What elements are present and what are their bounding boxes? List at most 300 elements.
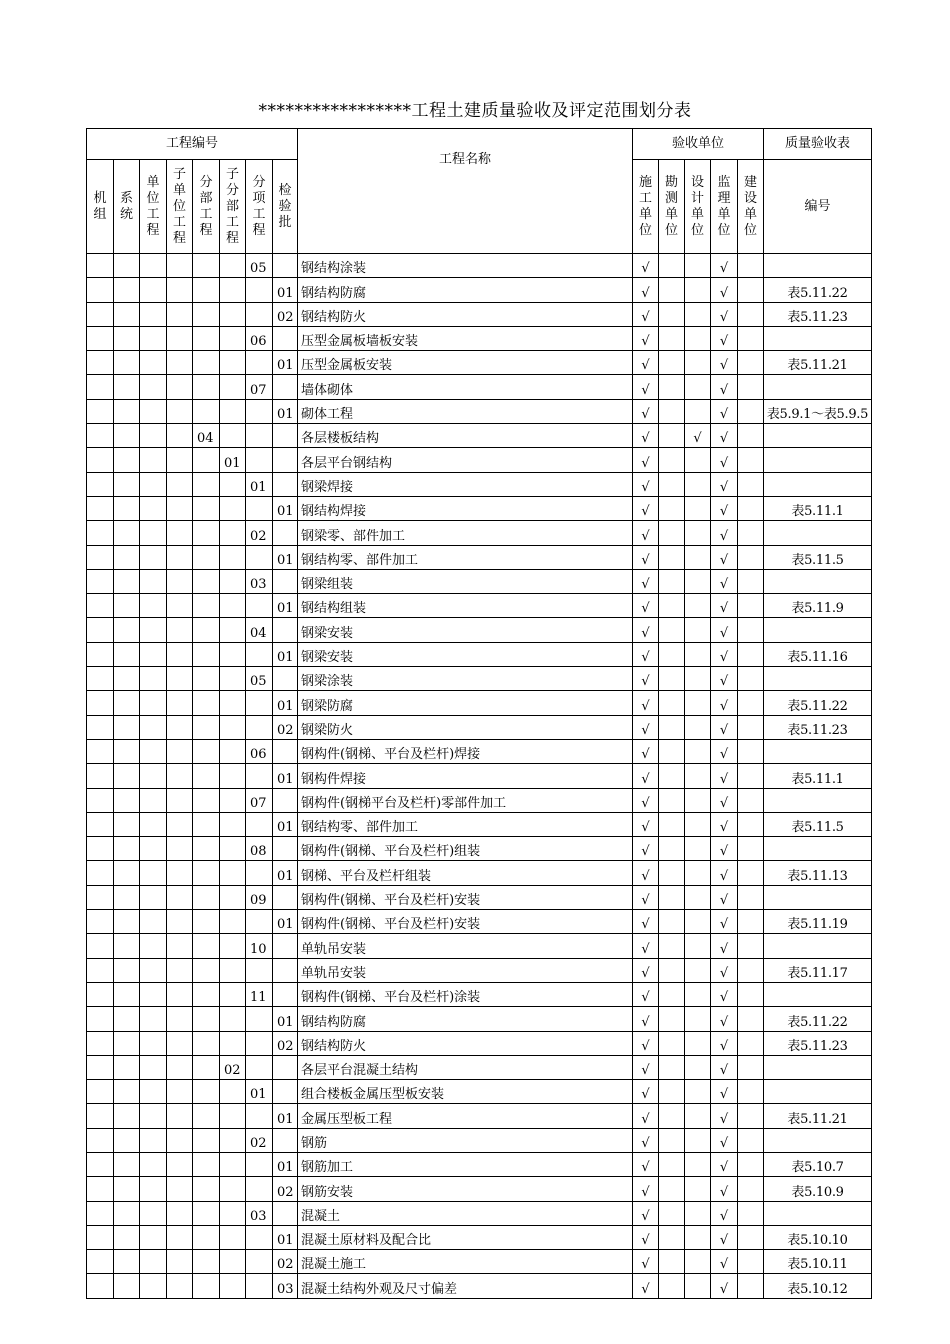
cell-division-no [193, 885, 220, 909]
header-unit-survey: 勘测单位 [659, 160, 685, 254]
cell-lot-no: 01 [273, 861, 298, 885]
cell-check-supervision: √ [711, 764, 738, 788]
cell-unit-group [87, 254, 114, 278]
cell-sub-unit-project [167, 472, 193, 496]
cell-item-no [246, 1007, 273, 1031]
header-unit-owner: 建设单位 [738, 160, 764, 254]
cell-division-no [193, 1274, 220, 1298]
cell-system [114, 1225, 140, 1249]
cell-item-no: 01 [246, 1080, 273, 1104]
cell-lot-no [273, 934, 298, 958]
table-row [87, 1080, 872, 1104]
cell-unit-project [140, 1225, 167, 1249]
cell-system [114, 1080, 140, 1104]
cell-sub-unit-project [167, 594, 193, 618]
cell-project-name: 砌体工程 [298, 399, 633, 423]
cell-unit-project [140, 739, 167, 763]
cell-division-no [193, 934, 220, 958]
cell-check-supervision: √ [711, 1080, 738, 1104]
cell-unit-group [87, 982, 114, 1006]
cell-check-survey [659, 642, 685, 666]
cell-project-name: 钢构件(钢梯、平台及栏杆)安装 [298, 885, 633, 909]
cell-sub-unit-project [167, 1250, 193, 1274]
cell-unit-group [87, 1031, 114, 1055]
cell-check-design [685, 618, 711, 642]
cell-check-construction: √ [633, 496, 659, 520]
cell-unit-project [140, 861, 167, 885]
cell-check-construction: √ [633, 399, 659, 423]
header-col-inspection-lot: 检验批 [273, 160, 298, 254]
cell-check-construction: √ [633, 1177, 659, 1201]
cell-check-survey [659, 424, 685, 448]
cell-unit-project [140, 934, 167, 958]
cell-division-no [193, 618, 220, 642]
cell-check-construction: √ [633, 812, 659, 836]
cell-check-survey [659, 788, 685, 812]
cell-lot-no: 02 [273, 1250, 298, 1274]
cell-check-construction: √ [633, 1128, 659, 1152]
cell-unit-project [140, 496, 167, 520]
cell-sub-unit-project [167, 1007, 193, 1031]
cell-check-survey [659, 254, 685, 278]
cell-division-no [193, 545, 220, 569]
cell-unit-project [140, 885, 167, 909]
cell-unit-project [140, 278, 167, 302]
cell-check-supervision: √ [711, 1201, 738, 1225]
cell-item-no [246, 691, 273, 715]
cell-division-no [193, 351, 220, 375]
cell-system [114, 861, 140, 885]
cell-form-no [764, 1055, 872, 1079]
table-row [87, 1152, 872, 1176]
cell-check-supervision: √ [711, 594, 738, 618]
cell-form-no: 表5.10.11 [764, 1250, 872, 1274]
cell-item-no: 02 [246, 521, 273, 545]
cell-lot-no [273, 885, 298, 909]
cell-form-no: 表5.11.5 [764, 812, 872, 836]
cell-form-no: 表5.11.1 [764, 496, 872, 520]
cell-division-no [193, 1080, 220, 1104]
cell-check-survey [659, 375, 685, 399]
cell-item-no [246, 910, 273, 934]
cell-unit-project [140, 764, 167, 788]
cell-check-supervision: √ [711, 934, 738, 958]
cell-system [114, 1177, 140, 1201]
cell-item-no [246, 545, 273, 569]
cell-division-no [193, 837, 220, 861]
cell-check-owner [738, 472, 764, 496]
cell-check-supervision: √ [711, 1055, 738, 1079]
cell-check-design [685, 448, 711, 472]
cell-system [114, 326, 140, 350]
cell-system [114, 1201, 140, 1225]
cell-division-no [193, 982, 220, 1006]
cell-sub-unit-project [167, 837, 193, 861]
cell-check-construction: √ [633, 642, 659, 666]
cell-unit-project [140, 448, 167, 472]
cell-sub-division-no [220, 788, 246, 812]
cell-unit-group [87, 302, 114, 326]
cell-form-no: 表5.10.12 [764, 1274, 872, 1298]
cell-check-supervision: √ [711, 982, 738, 1006]
cell-check-survey [659, 958, 685, 982]
cell-sub-division-no [220, 958, 246, 982]
cell-division-no [193, 1225, 220, 1249]
cell-unit-project [140, 1177, 167, 1201]
cell-check-design [685, 1031, 711, 1055]
cell-form-no: 表5.11.23 [764, 1031, 872, 1055]
cell-unit-project [140, 254, 167, 278]
cell-sub-unit-project [167, 715, 193, 739]
cell-check-survey [659, 764, 685, 788]
cell-check-owner [738, 764, 764, 788]
cell-check-owner [738, 1128, 764, 1152]
cell-system [114, 1128, 140, 1152]
cell-item-no [246, 1152, 273, 1176]
cell-project-name: 钢结构防火 [298, 302, 633, 326]
cell-check-design [685, 764, 711, 788]
cell-check-survey [659, 1274, 685, 1298]
cell-form-no [764, 1080, 872, 1104]
cell-check-construction: √ [633, 982, 659, 1006]
cell-project-name: 钢构件(钢梯、平台及栏杆)涂装 [298, 982, 633, 1006]
cell-division-no [193, 739, 220, 763]
table-row [87, 496, 872, 520]
cell-sub-division-no [220, 812, 246, 836]
table-row [87, 739, 872, 763]
cell-item-no [246, 1031, 273, 1055]
cell-check-construction: √ [633, 326, 659, 350]
cell-sub-division-no [220, 424, 246, 448]
cell-item-no [246, 496, 273, 520]
cell-lot-no: 01 [273, 496, 298, 520]
cell-check-supervision: √ [711, 448, 738, 472]
cell-sub-unit-project [167, 302, 193, 326]
cell-project-name: 各层楼板结构 [298, 424, 633, 448]
cell-check-survey [659, 837, 685, 861]
cell-check-construction: √ [633, 691, 659, 715]
cell-sub-unit-project [167, 1201, 193, 1225]
header-col-system: 系统 [114, 160, 140, 254]
cell-check-supervision: √ [711, 521, 738, 545]
cell-project-name: 单轨吊安装 [298, 934, 633, 958]
cell-sub-unit-project [167, 958, 193, 982]
cell-unit-group [87, 837, 114, 861]
cell-sub-unit-project [167, 739, 193, 763]
cell-lot-no: 01 [273, 1007, 298, 1031]
cell-system [114, 764, 140, 788]
cell-unit-group [87, 715, 114, 739]
cell-check-owner [738, 958, 764, 982]
table-row [87, 691, 872, 715]
cell-form-no [764, 667, 872, 691]
cell-sub-unit-project [167, 982, 193, 1006]
cell-unit-group [87, 642, 114, 666]
cell-item-no [246, 399, 273, 423]
cell-item-no: 05 [246, 667, 273, 691]
cell-check-owner [738, 1274, 764, 1298]
cell-unit-project [140, 910, 167, 934]
cell-system [114, 885, 140, 909]
cell-division-no [193, 448, 220, 472]
cell-division-no [193, 1250, 220, 1274]
cell-project-name: 钢构件(钢梯、平台及栏杆)安装 [298, 910, 633, 934]
cell-check-design [685, 934, 711, 958]
cell-division-no [193, 1031, 220, 1055]
cell-division-no [193, 667, 220, 691]
cell-check-supervision: √ [711, 351, 738, 375]
cell-check-survey [659, 569, 685, 593]
header-col-sub-unit-project: 子单位工程 [167, 160, 193, 254]
cell-form-no [764, 254, 872, 278]
cell-check-construction: √ [633, 1201, 659, 1225]
cell-sub-division-no [220, 934, 246, 958]
cell-sub-unit-project [167, 885, 193, 909]
cell-sub-division-no [220, 667, 246, 691]
cell-check-construction: √ [633, 958, 659, 982]
cell-check-construction: √ [633, 545, 659, 569]
cell-unit-project [140, 788, 167, 812]
cell-check-supervision: √ [711, 910, 738, 934]
cell-check-owner [738, 399, 764, 423]
cell-item-no [246, 1225, 273, 1249]
cell-check-supervision: √ [711, 326, 738, 350]
cell-form-no: 表5.9.1～表5.9.5 [764, 399, 872, 423]
cell-item-no: 04 [246, 618, 273, 642]
cell-item-no [246, 1104, 273, 1128]
table-row [87, 1274, 872, 1298]
cell-form-no: 表5.11.19 [764, 910, 872, 934]
cell-sub-division-no [220, 1080, 246, 1104]
cell-lot-no: 03 [273, 1274, 298, 1298]
cell-check-design [685, 326, 711, 350]
cell-unit-group [87, 351, 114, 375]
cell-sub-unit-project [167, 691, 193, 715]
cell-unit-group [87, 1007, 114, 1031]
cell-item-no [246, 958, 273, 982]
cell-unit-group [87, 278, 114, 302]
cell-lot-no: 01 [273, 642, 298, 666]
table-row [87, 521, 872, 545]
table-row [87, 837, 872, 861]
cell-division-no [193, 910, 220, 934]
cell-project-name: 钢结构涂装 [298, 254, 633, 278]
cell-check-survey [659, 594, 685, 618]
cell-project-name: 钢构件(钢梯、平台及栏杆)组装 [298, 837, 633, 861]
cell-unit-project [140, 1128, 167, 1152]
cell-sub-division-no [220, 837, 246, 861]
cell-unit-project [140, 424, 167, 448]
cell-system [114, 642, 140, 666]
cell-item-no: 02 [246, 1128, 273, 1152]
cell-sub-division-no [220, 885, 246, 909]
cell-system [114, 545, 140, 569]
cell-sub-division-no: 01 [220, 448, 246, 472]
cell-check-supervision: √ [711, 885, 738, 909]
cell-item-no: 01 [246, 472, 273, 496]
cell-check-construction: √ [633, 910, 659, 934]
cell-check-supervision: √ [711, 1007, 738, 1031]
cell-unit-project [140, 521, 167, 545]
cell-sub-division-no: 02 [220, 1055, 246, 1079]
cell-check-construction: √ [633, 302, 659, 326]
cell-check-owner [738, 812, 764, 836]
cell-check-supervision: √ [711, 861, 738, 885]
cell-project-name: 钢梁涂装 [298, 667, 633, 691]
cell-project-name: 钢结构防火 [298, 1031, 633, 1055]
cell-check-survey [659, 326, 685, 350]
cell-sub-division-no [220, 1225, 246, 1249]
cell-sub-division-no [220, 1177, 246, 1201]
cell-check-design [685, 837, 711, 861]
cell-project-name: 钢构件焊接 [298, 764, 633, 788]
cell-sub-division-no [220, 1104, 246, 1128]
cell-sub-division-no [220, 326, 246, 350]
cell-lot-no: 01 [273, 1152, 298, 1176]
cell-check-construction: √ [633, 934, 659, 958]
table-row [87, 326, 872, 350]
cell-project-name: 钢筋加工 [298, 1152, 633, 1176]
cell-check-owner [738, 302, 764, 326]
cell-unit-project [140, 812, 167, 836]
cell-system [114, 448, 140, 472]
cell-check-owner [738, 545, 764, 569]
cell-check-design [685, 302, 711, 326]
cell-lot-no [273, 254, 298, 278]
cell-item-no: 10 [246, 934, 273, 958]
cell-division-no [193, 594, 220, 618]
cell-unit-project [140, 326, 167, 350]
cell-item-no [246, 715, 273, 739]
cell-check-supervision: √ [711, 545, 738, 569]
cell-item-no [246, 764, 273, 788]
cell-sub-unit-project [167, 1225, 193, 1249]
header-col-item: 分项工程 [246, 160, 273, 254]
cell-check-survey [659, 448, 685, 472]
cell-unit-project [140, 837, 167, 861]
cell-check-owner [738, 837, 764, 861]
cell-lot-no [273, 375, 298, 399]
table-row [87, 642, 872, 666]
cell-check-owner [738, 1177, 764, 1201]
cell-sub-unit-project [167, 424, 193, 448]
cell-check-design [685, 667, 711, 691]
cell-sub-division-no [220, 764, 246, 788]
cell-project-name: 压型金属板安装 [298, 351, 633, 375]
cell-check-survey [659, 1080, 685, 1104]
cell-unit-project [140, 399, 167, 423]
cell-check-design [685, 399, 711, 423]
cell-check-design: √ [685, 424, 711, 448]
cell-unit-project [140, 545, 167, 569]
cell-item-no: 07 [246, 375, 273, 399]
cell-division-no [193, 472, 220, 496]
cell-system [114, 958, 140, 982]
table-row [87, 302, 872, 326]
cell-division-no [193, 326, 220, 350]
cell-unit-project [140, 715, 167, 739]
cell-check-survey [659, 982, 685, 1006]
cell-division-no [193, 861, 220, 885]
cell-check-supervision: √ [711, 618, 738, 642]
cell-unit-group [87, 1250, 114, 1274]
cell-check-construction: √ [633, 1250, 659, 1274]
cell-item-no: 06 [246, 739, 273, 763]
cell-item-no: 03 [246, 1201, 273, 1225]
cell-check-construction: √ [633, 618, 659, 642]
cell-form-no: 表5.10.7 [764, 1152, 872, 1176]
cell-form-no: 表5.11.22 [764, 691, 872, 715]
cell-project-name: 钢筋安装 [298, 1177, 633, 1201]
cell-check-supervision: √ [711, 837, 738, 861]
cell-project-name: 钢结构零、部件加工 [298, 545, 633, 569]
cell-check-survey [659, 521, 685, 545]
cell-project-name: 钢结构焊接 [298, 496, 633, 520]
cell-check-supervision: √ [711, 302, 738, 326]
cell-project-name: 钢梁安装 [298, 642, 633, 666]
cell-sub-unit-project [167, 375, 193, 399]
cell-sub-unit-project [167, 1128, 193, 1152]
cell-lot-no [273, 788, 298, 812]
cell-check-survey [659, 1177, 685, 1201]
cell-sub-division-no [220, 594, 246, 618]
cell-unit-group [87, 545, 114, 569]
header-engineering-no: 工程编号 [87, 129, 298, 160]
cell-system [114, 618, 140, 642]
cell-item-no [246, 424, 273, 448]
cell-check-construction: √ [633, 424, 659, 448]
cell-check-survey [659, 739, 685, 763]
cell-check-design [685, 1007, 711, 1031]
cell-form-no: 表5.10.10 [764, 1225, 872, 1249]
cell-item-no: 07 [246, 788, 273, 812]
cell-form-no [764, 375, 872, 399]
cell-division-no [193, 1007, 220, 1031]
table-row [87, 982, 872, 1006]
cell-item-no [246, 642, 273, 666]
cell-check-supervision: √ [711, 424, 738, 448]
cell-sub-division-no [220, 399, 246, 423]
cell-lot-no [273, 424, 298, 448]
cell-check-supervision: √ [711, 496, 738, 520]
cell-item-no: 03 [246, 569, 273, 593]
cell-form-no: 表5.11.5 [764, 545, 872, 569]
cell-sub-division-no [220, 472, 246, 496]
cell-system [114, 351, 140, 375]
cell-system [114, 1031, 140, 1055]
cell-sub-unit-project [167, 642, 193, 666]
cell-unit-project [140, 1201, 167, 1225]
cell-item-no [246, 1250, 273, 1274]
header-acceptance-unit: 验收单位 [633, 129, 764, 160]
cell-sub-unit-project [167, 326, 193, 350]
table-row [87, 1031, 872, 1055]
cell-check-survey [659, 1031, 685, 1055]
cell-sub-division-no [220, 910, 246, 934]
cell-sub-unit-project [167, 667, 193, 691]
cell-check-owner [738, 982, 764, 1006]
cell-sub-unit-project [167, 569, 193, 593]
cell-project-name: 金属压型板工程 [298, 1104, 633, 1128]
cell-item-no [246, 448, 273, 472]
cell-lot-no: 02 [273, 715, 298, 739]
cell-check-owner [738, 351, 764, 375]
cell-check-design [685, 788, 711, 812]
cell-unit-project [140, 351, 167, 375]
cell-project-name: 单轨吊安装 [298, 958, 633, 982]
cell-check-design [685, 1274, 711, 1298]
cell-check-design [685, 521, 711, 545]
